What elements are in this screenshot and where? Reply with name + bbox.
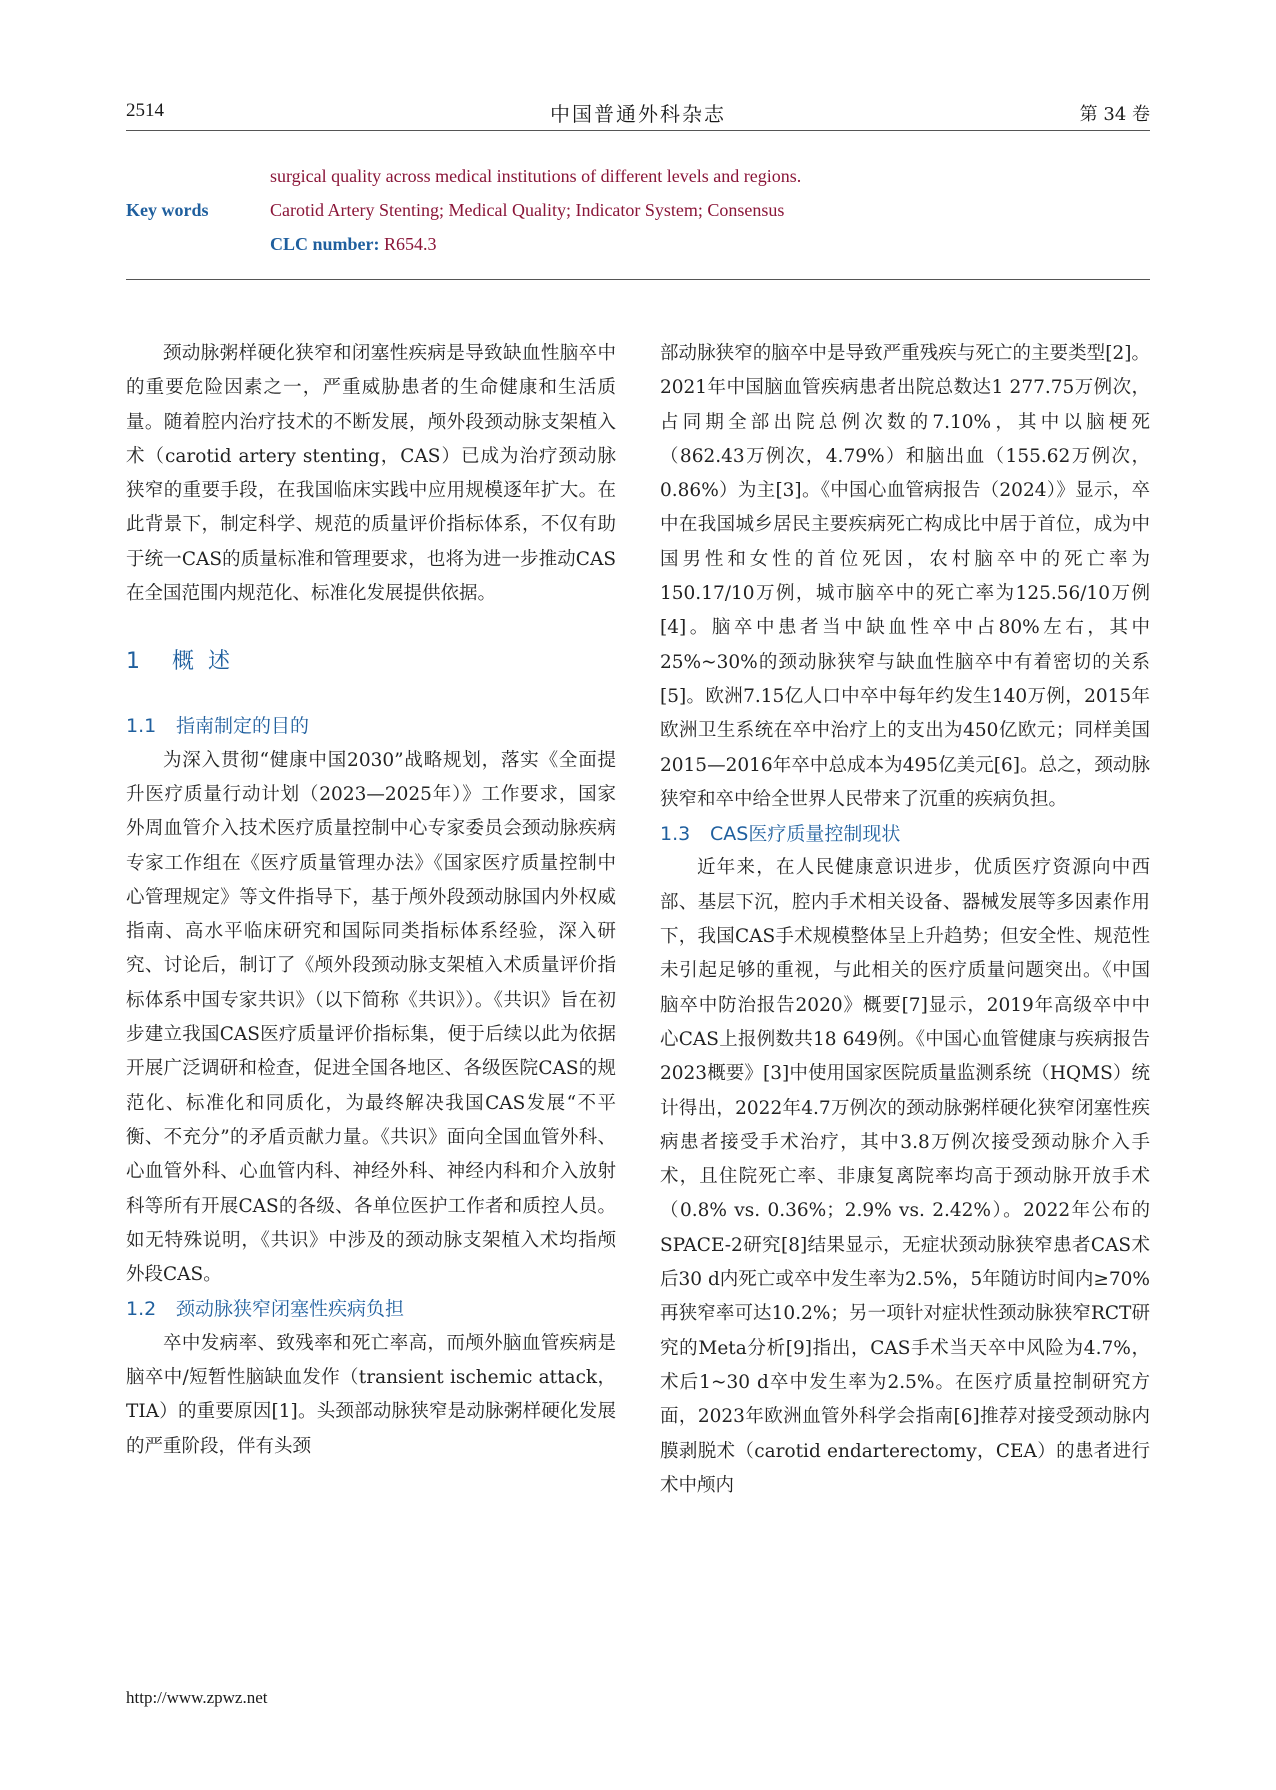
subsection-title: CAS医疗质量控制现状 [710,823,901,846]
clc-value: R654.3 [384,234,437,254]
intro-paragraph: 颈动脉粥样硬化狭窄和闭塞性疾病是导致缺血性脑卒中的重要危险因素之一，严重威胁患者的生命健康和生活质量。随着腔内治疗技术的不断发展，颅外段颈动脉支架植入术（carotid artery stenting，CAS）已成为治疗颈动脉狭窄的重要手段，在我国临床实践中应用规模逐年扩大。在此背景下，制定科学、规范的质量评价指标体系，不仅有助于统一CAS的质量标准和管理要求，也将为进一步推动CAS在全国范围内规范化、标准化发展提供依据。 [126,343,616,605]
section-title: 概述 [172,649,245,675]
paragraph-1-2-continued: 部动脉狭窄的脑卒中是导致严重残疾与死亡的主要类型[2]。2021年中国脑血管疾病患者出院总数达1 277.75万例次，占同期全部出院总例次数的7.10%，其中以脑梗死（862.43万例次，4.79%）和脑出血（155.62万例次，0.86%）为主[3]。《中国心血管病报告（2024）》显示，卒中在我国城乡居民主要疾病死亡构成比中居于首位，成为中国男性和女性的首位死因，农村脑卒中的死亡率为150.17/10万例，城市脑卒中的死亡率为125.56/10万例[4]。脑卒中患者当中缺血性卒中占80%左右，其中25%~30%的颈动脉狭窄与缺血性脑卒中有着密切的关系[5]。欧洲7.15亿人口中卒中每年约发生140万例，2015年欧洲卫生系统在卒中治疗上的支出为450亿欧元；同样美国2015—2016年卒中总成本为495亿美元[6]。总之，颈动脉狭窄和卒中给全世界人民带来了沉重的疾病负担。 [660,343,1150,810]
paragraph-1-3: 近年来，在人民健康意识进步，优质医疗资源向中西部、基层下沉，腔内手术相关设备、器械发展等多因素作用下，我国CAS手术规模整体呈上升趋势；但安全性、规范性未引起足够的重视，与此相关的医疗质量问题突出。《中国脑卒中防治报告2020》概要[7]显示，2019年高级卒中中心CAS上报例数共18 649例。《中国心血管健康与疾病报告2023概要》[3]中使用国家医院质量监测系统（HQMS）统计得出，2022年4.7万例次的颈动脉粥样硬化狭窄闭塞性疾病患者接受手术治疗，其中3.8万例次接受颈动脉介入手术，且住院死亡率、非康复离院率均高于颈动脉开放手术（0.8% vs. 0.36%；2.9% vs. 2.42%）。2022年公布的SPACE-2研究[8]结果显示，无症状颈动脉狭窄患者CAS术后30 d内死亡或卒中发生率为2.5%，5年随访时间内≥70%再狭窄率可达10.2%；另一项针对症状性颈动脉狭窄RCT研究的Meta分析[9]指出，CAS手术当天卒中风险为4.7%，术后1~30 d卒中发生率为2.5%。在医疗质量控制研究方面，2023年欧洲血管外科学会指南[6]推荐对接受颈动脉内膜剥脱术（carotid endarterectomy，CEA）的患者进行术中颅内 [660,857,1150,1496]
header-rule [126,130,1150,131]
abstract-rule [126,279,1150,280]
subsection-heading-1-3 [660,817,1150,851]
right-column [660,337,1150,1503]
keywords-label: Key words [126,200,209,220]
subsection-title: 指南制定的目的 [176,715,310,738]
keywords-text: Carotid Artery Stenting; Medical Quality; Indicator System; Consensus [270,200,785,220]
paragraph-1-2: 卒中发病率、致残率和死亡率高，而颅外脑血管疾病是脑卒中/短暂性脑缺血发作（transient ischemic attack，TIA）的重要原因[1]。头颈部动脉狭窄是动脉粥样硬化发展的严重阶段，伴有头颈 [126,1332,616,1457]
subsection-title: 颈动脉狭窄闭塞性疾病负担 [176,1298,405,1321]
subsection-heading-1-2 [126,1292,616,1326]
subsection-number: 1.2 [126,1298,157,1321]
abstract-continuation: surgical quality across medical institutions of different levels and regions. [270,166,802,186]
section-heading-1 [126,645,616,679]
page-number: 2514 [126,100,164,121]
subsection-number: 1.3 [660,823,691,846]
subsection-number: 1.1 [126,715,157,738]
left-column [126,337,616,1464]
footer-url[interactable]: http://www.zpwz.net [126,1688,268,1707]
paragraph-1-1: 为深入贯彻“健康中国2030”战略规划，落实《全面提升医疗质量行动计划（2023—2025年）》工作要求，国家外周血管介入技术医疗质量控制中心专家委员会颈动脉疾病专家工作组在《医疗质量管理办法》《国家医疗质量控制中心管理规定》等文件指导下，基于颅外段颈动脉国内外权威指南、高水平临床研究和国际同类指标体系经验，深入研究、讨论后，制订了《颅外段颈动脉支架植入术质量评价指标体系中国专家共识》（以下简称《共识》）。《共识》旨在初步建立我国CAS医疗质量评价指标集，便于后续以此为依据开展广泛调研和检查，促进全国各地区、各级医院CAS的规范化、标准化和同质化，为最终解决我国CAS发展“不平衡、不充分”的矛盾贡献力量。《共识》面向全国血管外科、心血管外科、心血管内科、神经外科、神经内科和介入放射科等所有开展CAS的各级、各单位医护工作者和质控人员。如无特殊说明，《共识》中涉及的颈动脉支架植入术均指颅外段CAS。 [126,749,616,1286]
subsection-heading-1-1 [126,709,616,743]
journal-title: 中国普通外科杂志 [550,102,726,126]
volume-label: 第 34 卷 [1079,104,1150,125]
clc-label: CLC number: [270,234,380,254]
section-number: 1 [126,649,140,675]
clc-number [270,234,437,255]
